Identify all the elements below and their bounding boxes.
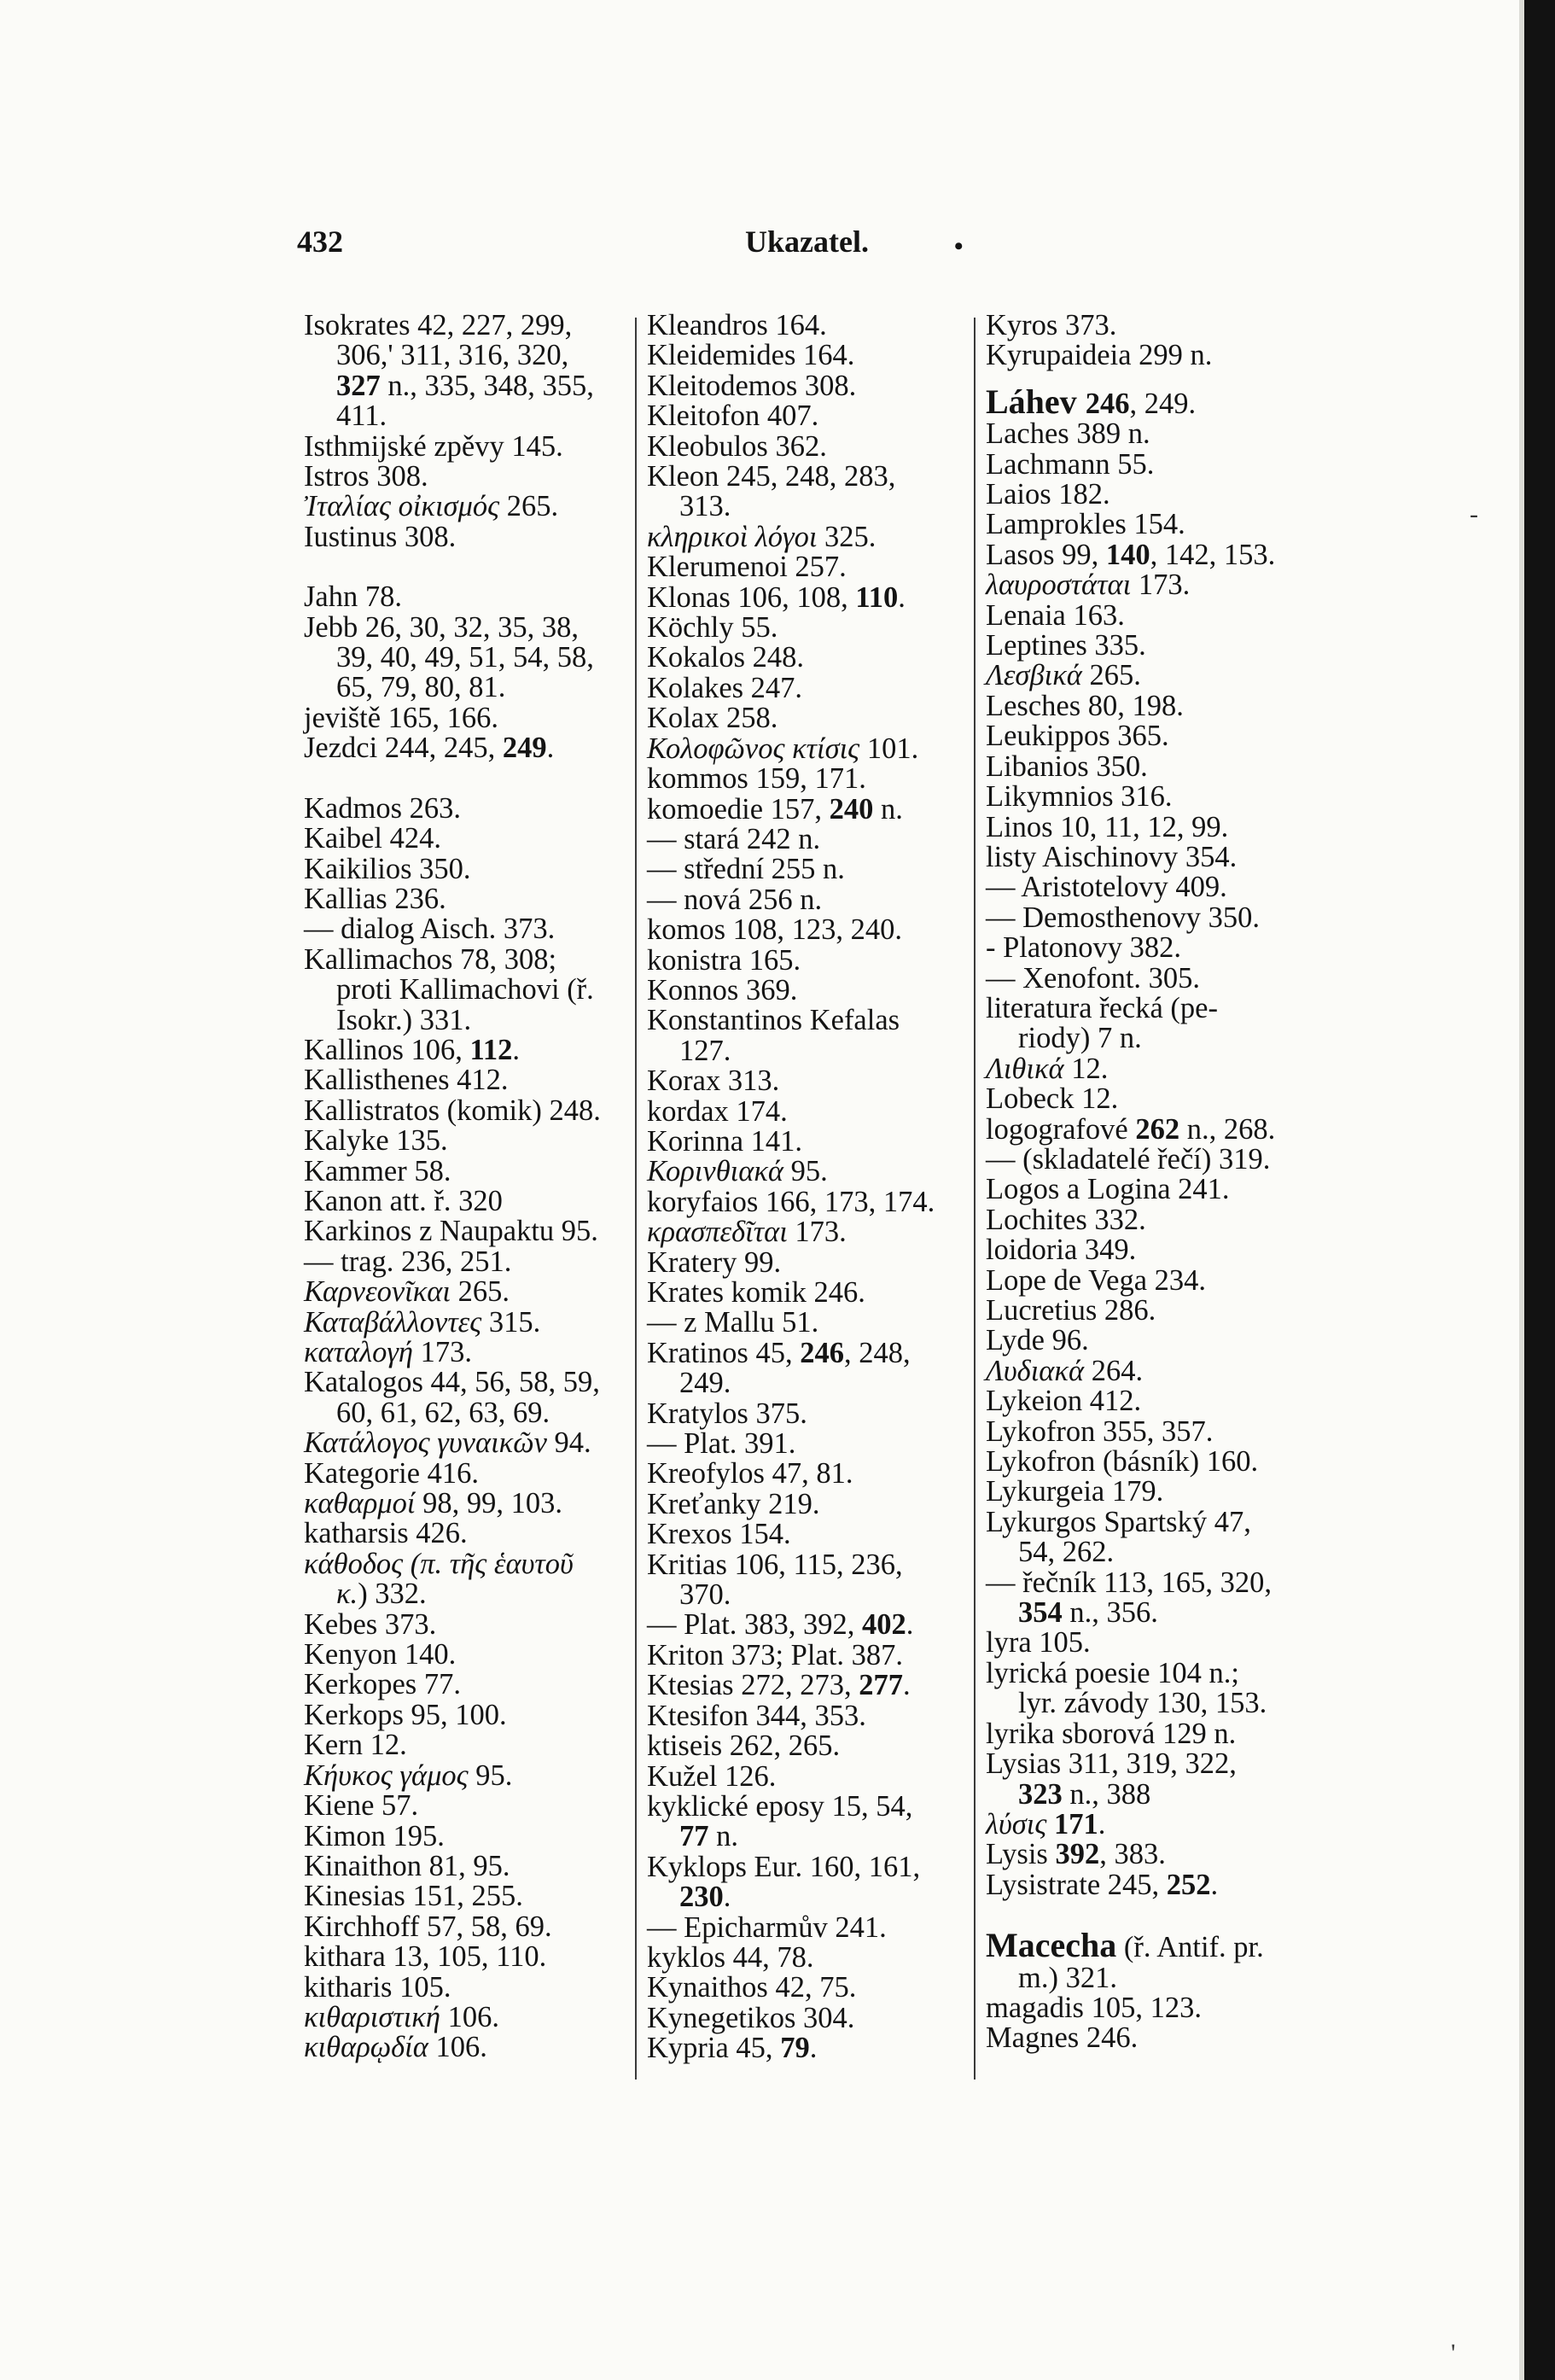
- index-entry: Kenyon 140.: [304, 1638, 457, 1671]
- index-entry: — řečník 113, 165, 320,: [986, 1566, 1273, 1599]
- index-entry: Konnos 369.: [647, 973, 798, 1006]
- index-entry: Korinna 141.: [647, 1124, 803, 1158]
- entry-text: 173.: [787, 1216, 847, 1249]
- index-entry-continuation: [986, 1777, 1317, 1811]
- index-entry: Kerkops 95, 100.: [304, 1698, 507, 1731]
- index-entry: Lyde 96.: [986, 1324, 1089, 1357]
- index-entry: [986, 1054, 1317, 1084]
- index-entry: [986, 1356, 1317, 1386]
- index-entry: — z Mallu 51.: [647, 1306, 819, 1339]
- scan-border: [1524, 0, 1555, 2380]
- bold-page-ref: 230: [679, 1881, 724, 1914]
- index-entry: Kebes 373.: [304, 1607, 437, 1641]
- index-entry-continuation: proti Kallimachovi (ř.: [336, 973, 594, 1006]
- index-entry: Jebb 26, 30, 32, 35, 38,: [304, 610, 579, 644]
- index-entry: [647, 734, 978, 764]
- index-entry: [304, 2033, 637, 2062]
- running-title: Ukazatel.: [745, 225, 869, 259]
- index-entry-continuation: m.) 321.: [1018, 1961, 1117, 1994]
- index-entry: — Epicharmův 241.: [647, 1910, 887, 1944]
- index-entry: [304, 733, 637, 763]
- index-entry: Lucretius 286.: [986, 1294, 1156, 1327]
- index-entry: Leukippos 365.: [986, 720, 1169, 753]
- index-entry: — dialog Aisch. 373.: [304, 913, 556, 946]
- entry-text: 12.: [1063, 1052, 1109, 1085]
- index-entry-continuation: 306,' 311, 316, 320,: [336, 339, 569, 372]
- bold-page-ref: 240: [829, 792, 874, 825]
- index-entry-continuation: [986, 1598, 1317, 1628]
- index-entry: Kleidemides 164.: [647, 339, 855, 372]
- index-entry: Kern 12.: [304, 1729, 407, 1762]
- index-entry-continuation: Isokr.) 331.: [336, 1003, 472, 1036]
- index-entry: Linos 10, 11, 12, 99.: [986, 810, 1229, 843]
- index-entry: Lykeion 412.: [986, 1385, 1142, 1418]
- index-entry: Lochites 332.: [986, 1203, 1146, 1236]
- entry-text: 173.: [1131, 569, 1191, 602]
- greek-term: Καρνεονῖκαι: [304, 1275, 451, 1309]
- index-entry: kitharis 105.: [304, 1970, 451, 2004]
- index-entry: Kategorie 416.: [304, 1456, 480, 1490]
- index-entry: [647, 792, 978, 825]
- index-entry: koryfaios 166, 173, 174.: [647, 1185, 935, 1218]
- index-entry: jeviště 165, 166.: [304, 701, 499, 734]
- entry-text: n., 268.: [1179, 1112, 1276, 1146]
- index-entry: Kleandros 164.: [647, 309, 827, 341]
- entry-text: 95.: [783, 1155, 828, 1188]
- entry-text: 173.: [413, 1336, 473, 1368]
- index-entry: Likymnios 316.: [986, 780, 1173, 814]
- entry-text: 101.: [859, 732, 919, 765]
- entry-text: Ktesias 272, 273,: [647, 1669, 859, 1702]
- greek-term: καταλογή: [304, 1336, 414, 1368]
- index-entry: [304, 1277, 637, 1307]
- column-divider-1: [635, 318, 637, 2080]
- index-entry: Kallimachos 78, 308;: [304, 942, 557, 976]
- index-entry: — trag. 236, 251.: [304, 1245, 512, 1278]
- index-entry: Kalyke 135.: [304, 1124, 448, 1158]
- index-entry: Kerkopes 77.: [304, 1668, 461, 1701]
- index-entry: Krates komik 246.: [647, 1276, 865, 1309]
- entry-text: (ř. Antif. pr.: [1116, 1931, 1264, 1964]
- index-entry: — Plat. 391.: [647, 1427, 796, 1461]
- index-entry: [304, 1549, 637, 1579]
- index-entry: [986, 540, 1317, 570]
- index-entry: [986, 1807, 1317, 1840]
- index-entry-continuation: 60, 61, 62, 63, 69.: [336, 1396, 550, 1429]
- index-entry: Kyklops Eur. 160, 161,: [647, 1850, 921, 1883]
- index-entry: [304, 1428, 637, 1458]
- header-dot: •: [954, 232, 964, 260]
- index-entry: [647, 1336, 978, 1369]
- bold-page-ref: 171: [1054, 1807, 1098, 1840]
- index-entry: [647, 522, 978, 552]
- index-entry: [986, 382, 1317, 421]
- index-entry: Lykofron 355, 357.: [986, 1415, 1214, 1448]
- index-entry: Kynegetikos 304.: [647, 2001, 855, 2034]
- bold-page-ref: 252: [1166, 1868, 1211, 1901]
- index-entry: Kleobulos 362.: [647, 429, 827, 463]
- index-entry: Katalogos 44, 56, 58, 59,: [304, 1366, 600, 1399]
- index-entry: — Aristotelovy 409.: [986, 871, 1227, 904]
- index-entry: — Demosthenovy 350.: [986, 901, 1261, 934]
- index-entry: Istros 308.: [304, 460, 428, 493]
- index-entry: Iustinus 308.: [304, 520, 457, 553]
- index-entry: [986, 1926, 1317, 1965]
- index-entry: [647, 1671, 978, 1700]
- entry-text: logografové: [986, 1112, 1136, 1146]
- index-entry: [304, 492, 637, 522]
- greek-term: καθαρμοί: [304, 1487, 416, 1520]
- entry-text: n.: [708, 1820, 738, 1853]
- entry-text: .: [902, 1669, 911, 1702]
- entry-text: .: [723, 1881, 731, 1914]
- index-entry: kordax 174.: [647, 1094, 788, 1128]
- greek-term: Κολοφῶνος κτίσις: [647, 732, 860, 765]
- bold-page-ref: 354: [1018, 1596, 1063, 1630]
- bold-page-ref: 77: [679, 1820, 709, 1853]
- index-entry: Klerumenoi 257.: [647, 551, 847, 584]
- index-entry: Kanon att. ř. 320: [304, 1184, 503, 1217]
- index-entry: — stará 242 n.: [647, 822, 821, 855]
- entry-text: Kratinos 45,: [647, 1336, 801, 1369]
- entry-text: n., 388: [1062, 1777, 1151, 1811]
- index-entry: Kleitofon 407.: [647, 400, 819, 433]
- entry-text: 94.: [546, 1426, 591, 1460]
- greek-term: Κατάλογος γυναικῶν: [304, 1426, 547, 1460]
- bold-page-ref: 392: [1055, 1838, 1100, 1871]
- index-entry: Lamprokles 154.: [986, 508, 1185, 541]
- index-entry: lyrika sborová 129 n.: [986, 1717, 1237, 1750]
- entry-text: 265.: [1081, 659, 1141, 692]
- greek-term: κιθαριστική: [304, 2000, 440, 2033]
- index-entry-continuation: [647, 1822, 978, 1852]
- index-entry: Konstantinos Kefalas: [647, 1004, 900, 1037]
- page-number: 432: [297, 225, 343, 259]
- greek-term: κιθαρῳδία: [304, 2031, 428, 2064]
- greek-term: Ἰταλίας οἰκισμός: [304, 490, 500, 523]
- index-entry: [304, 1338, 637, 1368]
- entry-text: , 249.: [1129, 387, 1197, 420]
- index-entry: Kallias 236.: [304, 882, 446, 915]
- column-divider-2: [974, 318, 976, 2080]
- index-entry: Magnes 246.: [986, 2021, 1139, 2055]
- index-entry: Krexos 154.: [647, 1518, 791, 1551]
- index-entry-continuation: [647, 1882, 978, 1912]
- index-entry-continuation: [304, 1579, 637, 1609]
- greek-term: κ.: [336, 1578, 358, 1611]
- index-entry: — nová 256 n.: [647, 883, 823, 916]
- index-entry: Kynaithos 42, 75.: [647, 1971, 857, 2004]
- index-entry: [986, 1840, 1317, 1870]
- index-entry-continuation: [304, 371, 637, 401]
- index-entry: Lykurgeia 179.: [986, 1475, 1164, 1508]
- entry-text: 265.: [499, 490, 559, 523]
- entry-text: .: [1098, 1807, 1106, 1840]
- index-entry: Kritias 106, 115, 236,: [647, 1548, 903, 1581]
- entry-text: [1046, 1808, 1054, 1840]
- entry-text: .: [898, 580, 906, 614]
- index-entry: Logos a Logina 241.: [986, 1173, 1230, 1206]
- entry-text: n.: [873, 792, 903, 825]
- index-entry: Karkinos z Naupaktu 95.: [304, 1215, 598, 1248]
- index-entry: lyrická poesie 104 n.;: [986, 1656, 1240, 1689]
- index-entry: Kreofylos 47, 81.: [647, 1457, 853, 1490]
- index-entry: kyklické eposy 15, 54,: [647, 1789, 913, 1823]
- entry-text: 265.: [451, 1275, 510, 1309]
- entry-text: Láhev: [986, 382, 1086, 421]
- index-entry: [986, 570, 1317, 600]
- entry-text: 315.: [481, 1305, 541, 1339]
- index-entry: Kinaithon 81, 95.: [304, 1849, 510, 1882]
- index-entry: Laches 389 n.: [986, 417, 1150, 451]
- index-entry: Libanios 350.: [986, 750, 1148, 783]
- index-entry: Isokrates 42, 227, 299,: [304, 309, 573, 341]
- index-entry-continuation: 249.: [679, 1367, 731, 1400]
- index-entry-continuation: 127.: [679, 1034, 731, 1067]
- index-entry: Lesches 80, 198.: [986, 689, 1184, 722]
- bold-page-ref: 79: [780, 2032, 810, 2065]
- index-entry: ktiseis 262, 265.: [647, 1730, 841, 1763]
- index-entry: Kallistratos (komik) 248.: [304, 1094, 601, 1127]
- bold-page-ref: 262: [1135, 1112, 1180, 1146]
- greek-term: κληρικοὶ λόγοι: [647, 520, 818, 553]
- index-entry: — Xenofont. 305.: [986, 961, 1201, 995]
- entry-text: n., 356.: [1062, 1596, 1158, 1630]
- index-column-2: [647, 311, 978, 2064]
- index-entry: Kratery 99.: [647, 1245, 782, 1279]
- index-entry: Kyrupaideia 299 n.: [986, 339, 1213, 372]
- index-entry: Kriton 373; Plat. 387.: [647, 1638, 903, 1671]
- index-entry: — střední 255 n.: [647, 853, 845, 886]
- index-entry: [986, 661, 1317, 691]
- index-entry: Kužel 126.: [647, 1759, 777, 1793]
- index-entry: [304, 1035, 637, 1065]
- index-entry: magadis 105, 123.: [986, 1991, 1202, 2024]
- entry-text: 325.: [817, 520, 877, 553]
- entry-text: 106.: [428, 2031, 487, 2064]
- index-entry: Kirchhoff 57, 58, 69.: [304, 1910, 552, 1943]
- entry-text: 98, 99, 103.: [415, 1487, 562, 1520]
- index-entry-continuation: 39, 40, 49, 51, 54, 58,: [336, 641, 594, 674]
- bold-page-ref: 327: [336, 369, 381, 402]
- index-entry: [647, 1217, 978, 1247]
- entry-text: .: [809, 2032, 818, 2065]
- index-entry: Kokalos 248.: [647, 641, 804, 674]
- entry-text: n., 335, 348, 355,: [380, 369, 594, 402]
- index-entry: Köchly 55.: [647, 611, 778, 645]
- index-entry-continuation: riody) 7 n.: [1018, 1022, 1142, 1055]
- entry-text: , 248,: [843, 1336, 911, 1369]
- bold-page-ref: 246: [1085, 387, 1130, 420]
- index-entry: loidoria 349.: [986, 1234, 1137, 1267]
- page-header: [297, 224, 1283, 266]
- index-entry: Leptines 335.: [986, 629, 1146, 662]
- entry-text: Lysistrate 245,: [986, 1868, 1167, 1901]
- entry-text: Lasos 99,: [986, 538, 1106, 571]
- entry-text: 264.: [1084, 1354, 1144, 1387]
- entry-text: .: [512, 1033, 521, 1066]
- entry-text: Klonas 106, 108,: [647, 580, 856, 614]
- index-entry: kyklos 44, 78.: [647, 1940, 814, 1974]
- index-entry: Kimon 195.: [304, 1819, 445, 1852]
- margin-tick: ': [1451, 2339, 1456, 2367]
- index-entry: Ktesifon 344, 353.: [647, 1699, 866, 1732]
- index-entry-continuation: 54, 262.: [1018, 1536, 1115, 1569]
- index-entry: konistra 165.: [647, 943, 801, 977]
- greek-term: Καταβάλλοντες: [304, 1305, 482, 1339]
- index-column-1: [304, 311, 637, 2063]
- index-entry: [304, 2000, 637, 2033]
- index-entry: [647, 1157, 978, 1187]
- index-entry: komos 108, 123, 240.: [647, 913, 903, 947]
- greek-term: Λεσβικά: [986, 659, 1082, 692]
- index-entry: katharsis 426.: [304, 1517, 468, 1550]
- bold-page-ref: 110: [855, 580, 899, 614]
- index-entry: Lykofron (básník) 160.: [986, 1445, 1259, 1479]
- margin-mark: -: [1470, 500, 1478, 528]
- entry-text: — Plat. 383, 392,: [647, 1608, 863, 1642]
- entry-text: , 383.: [1099, 1838, 1166, 1871]
- entry-text: 106.: [440, 2000, 499, 2033]
- index-entry: Kreťanky 219.: [647, 1487, 820, 1520]
- index-entry: Kammer 58.: [304, 1154, 451, 1187]
- index-entry-continuation: 313.: [679, 490, 731, 523]
- entry-text: , 142, 153.: [1150, 538, 1276, 571]
- entry-text: Kallinos 106,: [304, 1033, 470, 1066]
- index-entry: - Platonovy 382.: [986, 931, 1182, 965]
- index-entry: Kallisthenes 412.: [304, 1064, 509, 1097]
- index-entry: [647, 1610, 978, 1640]
- entry-text: .: [546, 732, 555, 765]
- index-entry: literatura řecká (pe-: [986, 991, 1218, 1024]
- index-entry: Kleon 245, 248, 283,: [647, 460, 896, 493]
- entry-text: 95.: [468, 1759, 513, 1792]
- greek-term: Κήυκος γάμος: [304, 1759, 469, 1792]
- index-entry: — (skladatelé řečí) 319.: [986, 1142, 1271, 1175]
- index-entry: Lobeck 12.: [986, 1082, 1119, 1116]
- index-entry: Kinesias 151, 255.: [304, 1880, 523, 1913]
- bold-page-ref: 140: [1105, 538, 1150, 571]
- index-entry: Kaikilios 350.: [304, 852, 471, 885]
- greek-term: Κορινθιακά: [647, 1155, 784, 1188]
- index-entry: [304, 1305, 637, 1339]
- entry-text: Kypria 45,: [647, 2032, 781, 2065]
- index-entry: lyra 105.: [986, 1626, 1091, 1660]
- index-entry: Lenaia 163.: [986, 598, 1125, 632]
- bold-page-ref: 246: [800, 1336, 844, 1369]
- index-entry: Kiene 57.: [304, 1789, 419, 1823]
- index-entry-continuation: lyr. závody 130, 153.: [1018, 1687, 1267, 1720]
- index-entry: Kaibel 424.: [304, 822, 441, 855]
- index-entry: Lykurgos Spartský 47,: [986, 1505, 1251, 1538]
- index-entry: kithara 13, 105, 110.: [304, 1940, 547, 1974]
- greek-term: λύσις: [986, 1807, 1047, 1840]
- index-entry: kommos 159, 171.: [647, 762, 866, 796]
- section-gap: [304, 764, 637, 794]
- entry-text: .: [1210, 1868, 1219, 1901]
- index-entry: Korax 313.: [647, 1065, 780, 1098]
- index-entry: [986, 1112, 1317, 1146]
- index-entry: Laios 182.: [986, 478, 1110, 511]
- index-entry-continuation: 65, 79, 80, 81.: [336, 671, 506, 704]
- index-entry: Kyros 373.: [986, 309, 1117, 341]
- entry-text: ) 332.: [358, 1578, 427, 1611]
- bold-page-ref: 112: [469, 1033, 513, 1066]
- greek-term: κάθοδος (π. τῆς ἑαυτοῦ: [304, 1547, 574, 1580]
- greek-term: Λιθικά: [986, 1052, 1064, 1085]
- index-entry-continuation: 370.: [679, 1578, 731, 1612]
- section-gap: [304, 552, 637, 582]
- index-entry: Kadmos 263.: [304, 791, 461, 825]
- index-entry: Kolakes 247.: [647, 671, 803, 704]
- index-entry: Lachmann 55.: [986, 447, 1155, 481]
- bold-page-ref: 323: [1018, 1777, 1063, 1811]
- index-entry: Isthmijské zpěvy 145.: [304, 429, 563, 463]
- index-entry: Kleitodemos 308.: [647, 369, 857, 402]
- entry-text: Macecha: [986, 1926, 1117, 1965]
- bold-page-ref: 249: [502, 732, 547, 765]
- index-entry: Kratylos 375.: [647, 1397, 807, 1430]
- bold-page-ref: 277: [859, 1669, 903, 1702]
- greek-term: κρασπεδῖται: [647, 1216, 788, 1249]
- index-entry: [304, 1489, 637, 1519]
- index-entry: [986, 1870, 1317, 1900]
- bold-page-ref: 402: [862, 1608, 906, 1642]
- index-entry: Lope de Vega 234.: [986, 1263, 1207, 1297]
- index-entry-continuation: 411.: [336, 400, 387, 433]
- index-entry: Jahn 78.: [304, 580, 402, 614]
- index-entry: listy Aischinovy 354.: [986, 840, 1238, 873]
- greek-term: λαυροστάται: [986, 569, 1132, 602]
- index-entry: [304, 1761, 637, 1791]
- greek-term: Λυδιακά: [986, 1354, 1085, 1387]
- index-column-3: [986, 311, 1317, 2054]
- entry-text: Lysis: [986, 1838, 1056, 1871]
- entry-text: Jezdci 244, 245,: [304, 732, 503, 765]
- index-entry: Kolax 258.: [647, 702, 778, 735]
- entry-text: .: [906, 1608, 914, 1642]
- index-entry: Lysias 311, 319, 322,: [986, 1747, 1237, 1781]
- index-entry: [647, 2033, 978, 2063]
- index-entry: [647, 580, 978, 614]
- entry-text: komoedie 157,: [647, 792, 830, 825]
